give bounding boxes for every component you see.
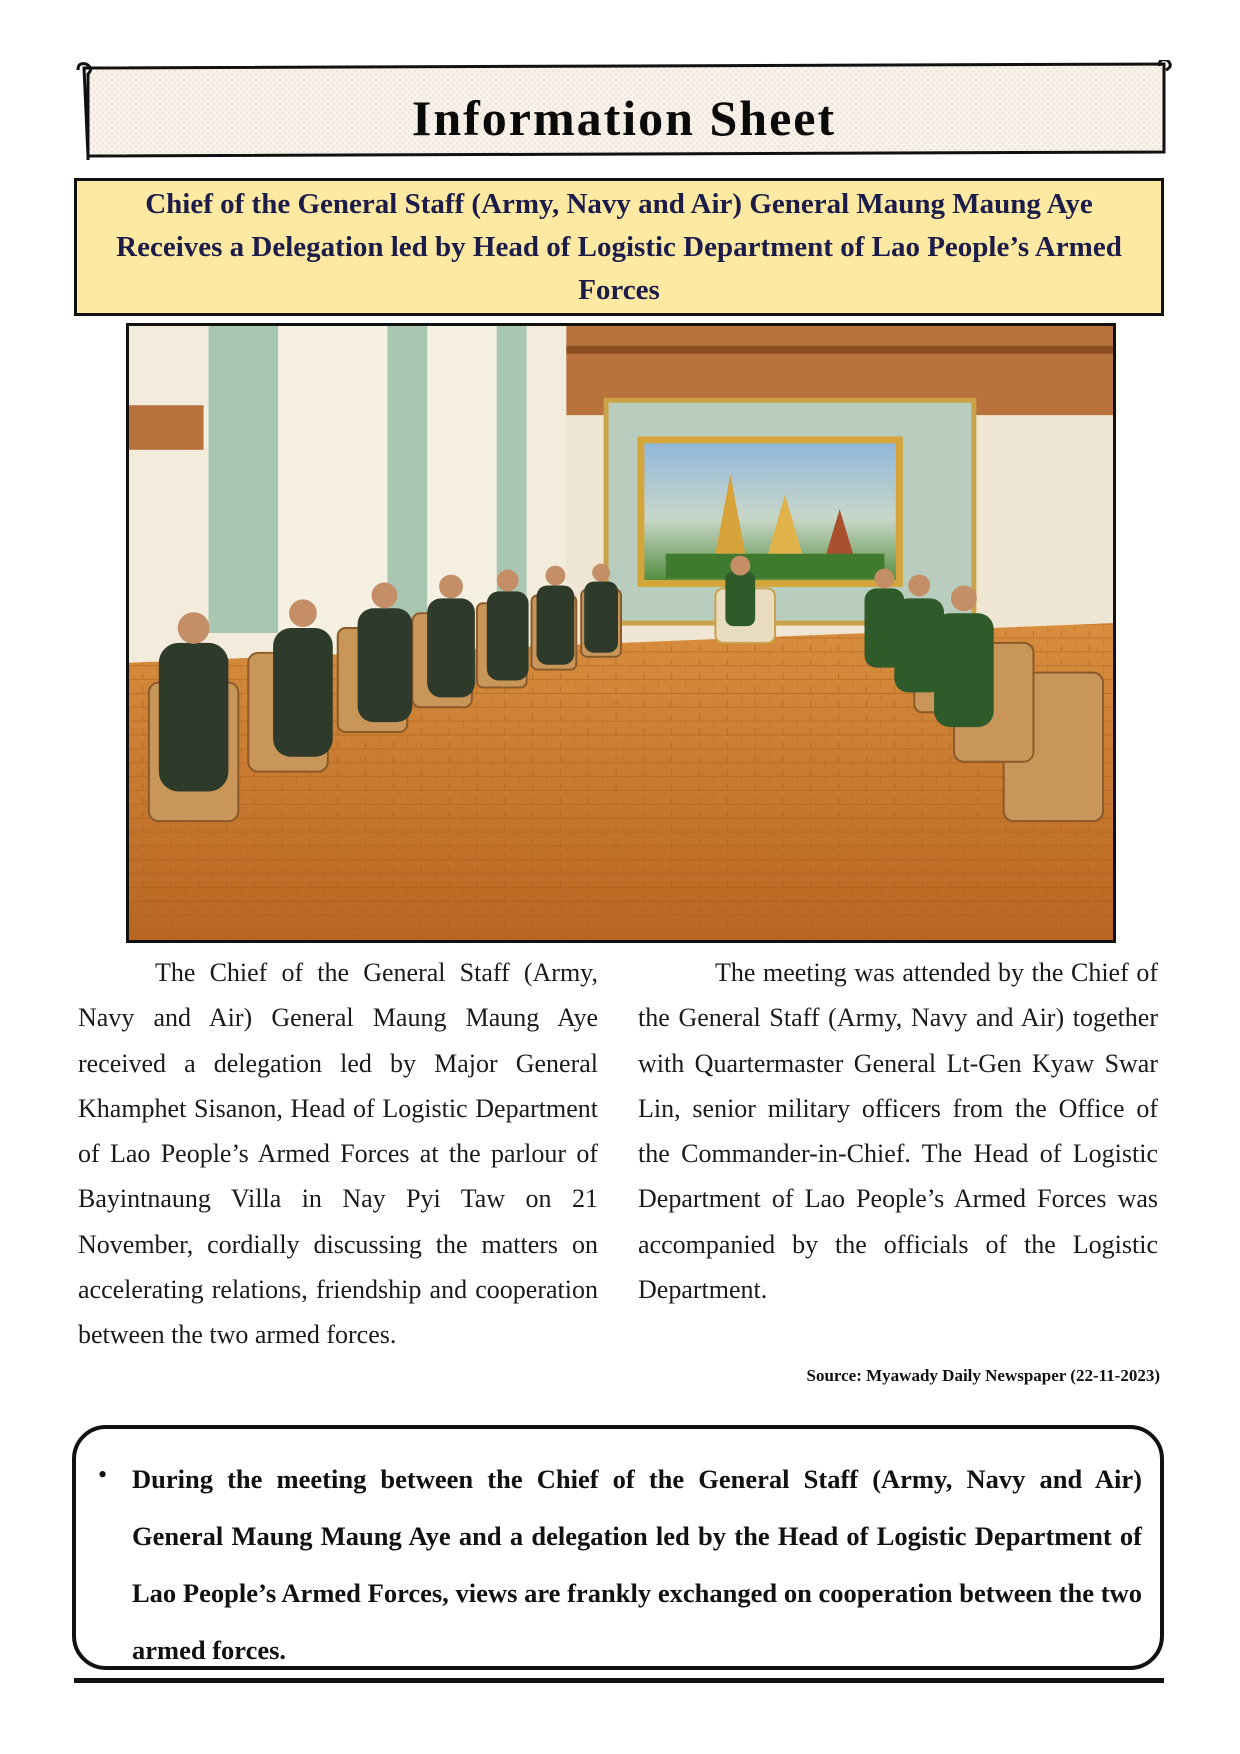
title-banner xyxy=(74,60,1174,160)
meeting-photo-icon xyxy=(129,326,1113,940)
bullet-icon: • xyxy=(98,1460,108,1489)
meeting-photo xyxy=(126,323,1116,943)
summary-text: During the meeting between the Chief of the General Staff (Army, Navy and Air) General Maung Maung Aye and a delegation led by the Head of Logistic Department of Lao People’s Armed Forces, views are frankly exchanged on cooperation between the two armed forces. xyxy=(132,1464,1142,1665)
page-title: Information Sheet xyxy=(411,90,837,146)
body-paragraph-left: The Chief of the General Staff (Army, Navy and Air) General Maung Maung Aye received a delegation led by Major General Khamphet Sisanon, Head of Logistic Department of Lao People’s Armed Forces at the parlour of Bayintnaung Villa in Nay Pyi Taw on 21 November, cordially discussing the matters on accelerating relations, friendship and cooperation between the two armed forces. xyxy=(78,958,598,1350)
headline-text: Chief of the General Staff (Army, Navy and Air) General Maung Maung Aye Receives a Delegation led by Head of Logistic Department of Lao People’s Armed Forces xyxy=(116,187,1122,306)
body-column-right xyxy=(638,950,1158,1312)
body-column-left xyxy=(78,950,598,1358)
headline-box xyxy=(74,178,1164,316)
body-paragraph-right: The meeting was attended by the Chief of the General Staff (Army, Navy and Air) together with Quartermaster General Lt-Gen Kyaw Swar Lin, senior military officers from the Office of the Commander-in-Chief. The Head of Logistic Department of Lao People’s Armed Forces was accompanied by the officials of the Logistic Department. xyxy=(638,958,1158,1305)
bottom-divider xyxy=(74,1678,1164,1683)
source-credit: Source: Myawady Daily Newspaper (22-11-2023) xyxy=(806,1366,1160,1385)
summary-box xyxy=(72,1425,1164,1670)
